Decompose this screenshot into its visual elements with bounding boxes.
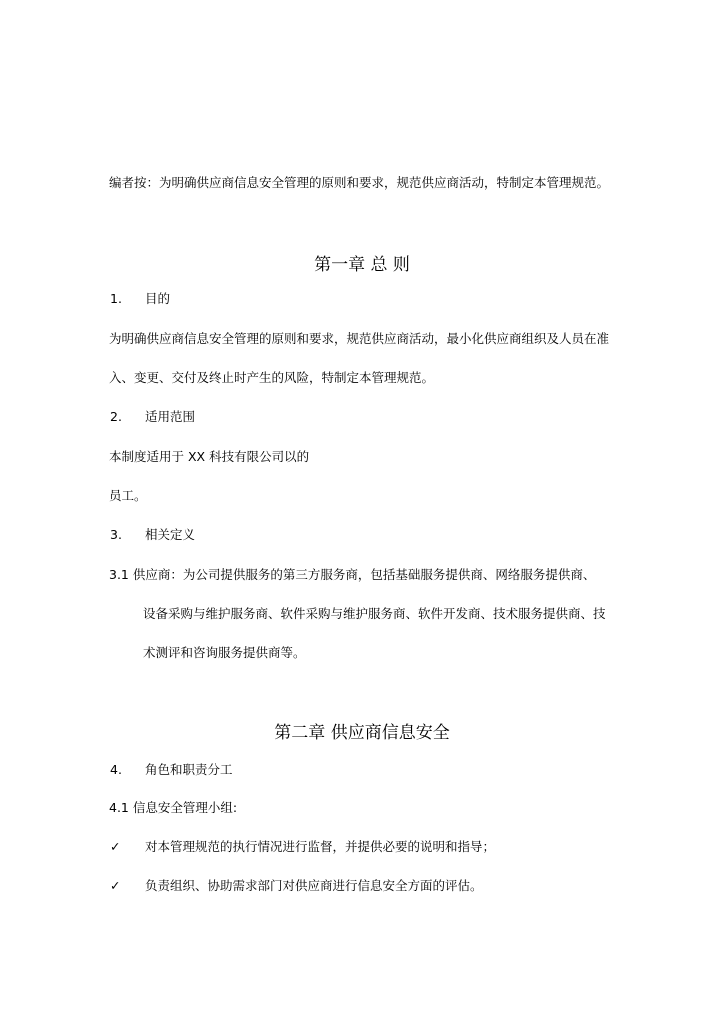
section-3-title: 相关定义 [145, 527, 196, 542]
subsection-4-1-heading: 4.1 信息安全管理小组: [109, 800, 238, 815]
bullet-text: 对本管理规范的执行情况进行监督，并提供必要的说明和指导； [145, 839, 496, 854]
checkmark-icon: ✓ [110, 839, 121, 854]
definition-3-1-line-1: 3.1 供应商：为公司提供服务的第三方服务商，包括基础服务提供商、网络服务提供商、 [109, 567, 596, 582]
section-2-body-line-2: 员工。 [109, 488, 147, 503]
bullet-text: 负责组织、协助需求部门对供应商进行信息安全方面的评估。 [145, 878, 483, 893]
definition-3-1-line-2: 设备采购与维护服务商、软件采购与维护服务商、软件开发商、技术服务提供商、技 [143, 606, 606, 621]
section-3-number: 3. [110, 527, 122, 542]
section-2-title: 适用范围 [145, 409, 196, 424]
section-1-body-line-2: 入、变更、交付及终止时产生的风险，特制定本管理规范。 [109, 370, 435, 385]
section-1-title: 目的 [145, 291, 171, 306]
section-2-number: 2. [110, 409, 122, 424]
definition-3-1-line-3: 术测评和咨询服务提供商等。 [143, 645, 306, 660]
section-4-number: 4. [110, 762, 122, 777]
chapter-1-title: 第一章 总 则 [314, 255, 410, 275]
section-1-number: 1. [110, 291, 122, 306]
chapter-2-title: 第二章 供应商信息安全 [274, 723, 450, 743]
section-4-title: 角色和职责分工 [145, 762, 233, 777]
checkmark-icon: ✓ [110, 878, 121, 893]
preface-text: 编者按：为明确供应商信息安全管理的原则和要求，规范供应商活动，特制定本管理规范。 [109, 175, 610, 190]
section-2-body-line-1: 本制度适用于 XX 科技有限公司以的 [109, 449, 310, 464]
section-1-body-line-1: 为明确供应商信息安全管理的原则和要求，规范供应商活动，最小化供应商组织及人员在准 [109, 331, 610, 346]
